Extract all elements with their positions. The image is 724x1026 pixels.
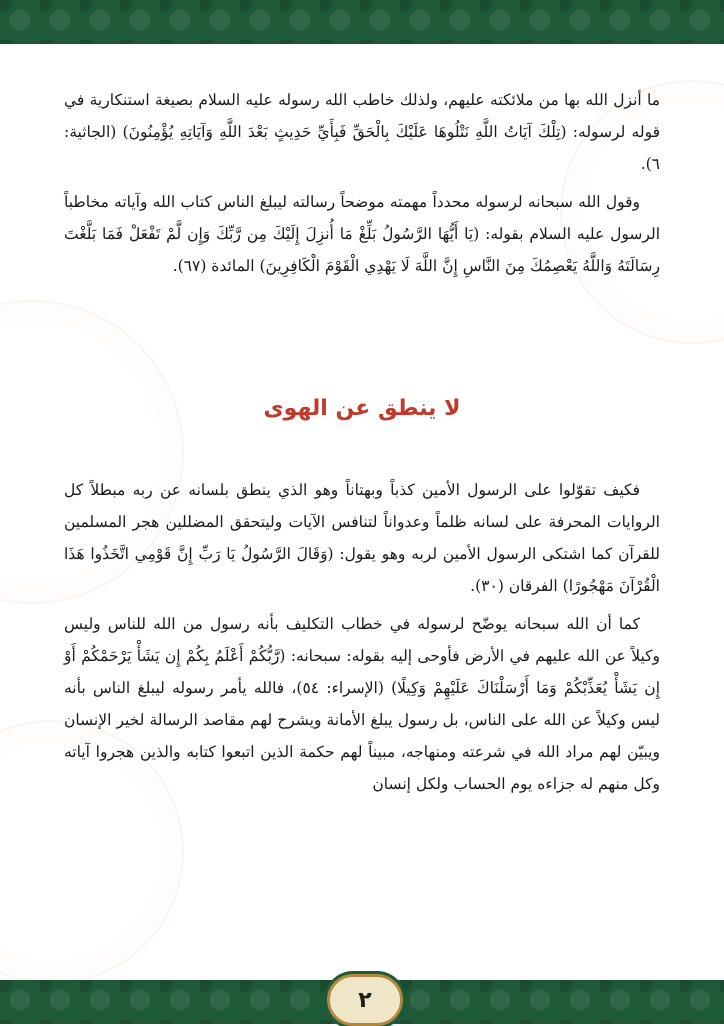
page-number: ٢ xyxy=(358,987,372,1013)
page-number-badge xyxy=(327,974,403,1026)
section-one xyxy=(64,84,660,288)
section-two xyxy=(64,474,660,806)
paragraph: كما أن الله سبحانه يوضّح لرسوله في خطاب التكليف بأنه رسول من الله للناس وليس وكيلاً عن الله عليهم في الأرض فأوحى إليه بقوله: سبحانه: (رَّبُّكُمْ أَعْلَمُ بِكُمْ إِن يَشَأْ يَرْحَمْكُمْ أَوْ إِن يَشَأْ يُعَذِّبْكُمْ وَمَا أَرْسَلْنَاكَ عَلَيْهِمْ وَكِيلًا) (الإسراء: ٥٤)، فالله يأمر رسوله ليبلغ الناس بأنه ليس وكيلاً عن الله على الناس، بل رسول يبلغ الأمانة ويشرح لهم مقاصد الرسالة لخير الإنسان ويبيّن لهم مراد الله في شرعته ومنهاجه، مبيناً لهم حكمة الذين اتبعوا كتابه والذين هجروا آياته وكل منهم له جزاءه يوم الحساب ولكل إنسان xyxy=(64,615,660,793)
paragraph: فكيف تقوّلوا على الرسول الأمين كذباً وبهتاناً وهو الذي ينطق بلسانه عن ربه مبطلاً كل الروايات المحرفة على لسانه ظلماً وعدواناً لتنافس الآيات وليتحقق المضللين هجر المسلمين للقرآن كما اشتكى الرسول الأمين لربه وهو يقول: (وَقَالَ الرَّسُولُ يَا رَبِّ إِنَّ قَوْمِي اتَّخَذُوا هَذَا الْقُرْآنَ مَهْجُورًا) الفرقان (٣٠). xyxy=(64,481,660,595)
top-decorative-band xyxy=(0,0,724,44)
paragraph: وقول الله سبحانه لرسوله محدداً مهمته موضحاً رسالته ليبلغ الناس كتاب الله وآياته مخاطباً الرسول عليه السلام بقوله: (يَا أَيُّهَا الرَّسُولُ بَلِّغْ مَا أُنزِلَ إِلَيْكَ مِن رَّبِّكَ وَإِن لَّمْ تَفْعَلْ فَمَا بَلَّغْتَ رِسَالَتَهُ وَاللَّهُ يَعْصِمُكَ مِنَ النَّاسِ إِنَّ اللَّهَ لَا يَهْدِي الْقَوْمَ الْكَافِرِينَ) المائدة (٦٧). xyxy=(64,193,660,275)
paragraph: ما أنزل الله بها من ملائكته عليهم، ولذلك خاطب الله رسوله عليه السلام بصيغة استنكارية في قوله لرسوله: (تِلْكَ آيَاتُ اللَّهِ نَتْلُوهَا عَلَيْكَ بِالْحَقِّ فَبِأَيِّ حَدِيثٍ بَعْدَ اللَّهِ وَآيَاتِهِ يُؤْمِنُونَ) (الجاثية: ٦). xyxy=(64,91,660,173)
section-heading: لا ينطق عن الهوى xyxy=(263,396,461,421)
